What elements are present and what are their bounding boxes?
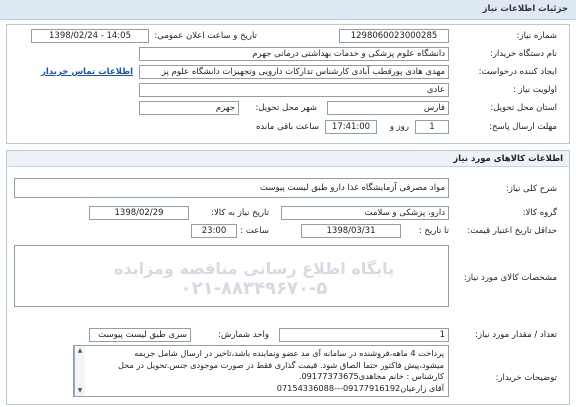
creator-label: ایجاد کننده درخواست: xyxy=(478,67,557,77)
province-field[interactable]: فارس xyxy=(327,101,449,115)
page-title: جزئیات اطلاعات نیاز xyxy=(482,4,568,14)
summary-label: شرح کلی نیاز: xyxy=(505,184,557,194)
days-word: روز و xyxy=(389,122,409,132)
priority-label: اولویت نیاز : xyxy=(512,85,557,95)
buyer-label: نام دستگاه خریدار: xyxy=(490,49,557,59)
need-info-panel xyxy=(6,24,570,144)
watermark-line-1: پایگاه اطلاع رسانی مناقصه ومزایده xyxy=(113,259,395,278)
city-label: شهر محل تحویل: xyxy=(255,103,317,113)
notes-scrollbar[interactable] xyxy=(74,346,85,396)
announce-date-field[interactable]: 1398/02/24 - 14:05 xyxy=(31,29,149,43)
goods-group-label: گروه کالا: xyxy=(522,208,557,218)
scroll-down-icon[interactable]: ▼ xyxy=(77,387,83,394)
goods-section-header xyxy=(7,151,569,167)
notes-line: پرداخت 4 ماهه،فروشنده در سامانه آی مد عضو ونماینده باشد،تاخیر در ارسال شامل جریمه xyxy=(134,348,444,358)
notes-line: میشود،پیش فاکتور حتما الصاق شود. قیمت گذاری فقط در صورت موجودی جنس.تحویل در محل xyxy=(117,359,444,370)
unit-field[interactable]: سری طبق لیست پیوست xyxy=(89,328,191,342)
until-date-field[interactable]: 1398/03/31 xyxy=(301,224,401,238)
buyer-field[interactable]: دانشگاه علوم پزشکی و خدمات بهداشتی درمانی جهرم xyxy=(139,47,449,61)
page-header xyxy=(0,0,576,20)
scroll-up-icon[interactable]: ▲ xyxy=(77,347,83,354)
need-number-label: شماره نیاز: xyxy=(516,31,557,41)
need-number-field[interactable]: 1298060023000285 xyxy=(339,29,449,43)
qty-field[interactable]: 1 xyxy=(279,328,449,342)
deadline-label: مهلت ارسال پاسخ: xyxy=(489,122,557,132)
deadline-time-field[interactable]: 17:41:00 xyxy=(325,120,377,134)
province-label: استان محل تحویل: xyxy=(490,103,557,113)
buyer-notes-label: توضیحات خریدار: xyxy=(495,373,557,383)
summary-field[interactable]: مواد مصرفی آزمایشگاه غذا دارو طبق لیست پیوست xyxy=(14,178,449,198)
until-date-label: تا تاریخ : xyxy=(418,226,449,236)
time-label: ساعت : xyxy=(240,226,269,236)
unit-label: واحد شمارش: xyxy=(218,330,269,340)
announce-date-label: تاریخ و ساعت اعلان عمومی: xyxy=(154,31,257,41)
buyer-contact-link[interactable]: اطلاعات تماس خریدار xyxy=(41,67,133,77)
buyer-notes-textarea[interactable] xyxy=(73,345,449,397)
price-valid-label: حداقل تاریخ اعتبار قیمت: xyxy=(467,226,557,236)
remaining-word: ساعت باقی مانده xyxy=(255,122,319,132)
specs-label: مشخصات کالای مورد نیاز: xyxy=(463,273,557,283)
notes-text xyxy=(89,348,444,394)
watermark-line-2: ۰۲۱-۸۸۳۴۹۶۷۰-۵ xyxy=(180,278,328,299)
time-field[interactable]: 23:00 xyxy=(191,224,237,238)
qty-label: تعداد / مقدار مورد نیاز: xyxy=(475,330,557,340)
need-date-field[interactable]: 1398/02/29 xyxy=(89,206,189,220)
notes-line: آقای زارعیان09177916192---07154336088 xyxy=(276,382,444,393)
need-date-label: تاریخ نیاز به کالا: xyxy=(211,208,269,218)
priority-field[interactable]: عادی xyxy=(139,83,449,97)
goods-panel xyxy=(6,150,570,405)
goods-section-title: اطلاعات کالاهای مورد نیاز xyxy=(453,154,563,164)
creator-field[interactable]: مهدی هادی پورقطب آبادی کارشناس تدارکات دارویی وتجهیزات دانشگاه علوم پز xyxy=(139,65,449,79)
deadline-days-field[interactable]: 1 xyxy=(415,120,449,134)
city-field[interactable]: جهرم xyxy=(139,101,239,115)
goods-group-field[interactable]: دارو، پزشکی و سلامت xyxy=(281,206,449,220)
notes-line: کارشناس : خانم مجاهدی09177373675. xyxy=(298,371,444,381)
watermark-text xyxy=(89,259,419,299)
